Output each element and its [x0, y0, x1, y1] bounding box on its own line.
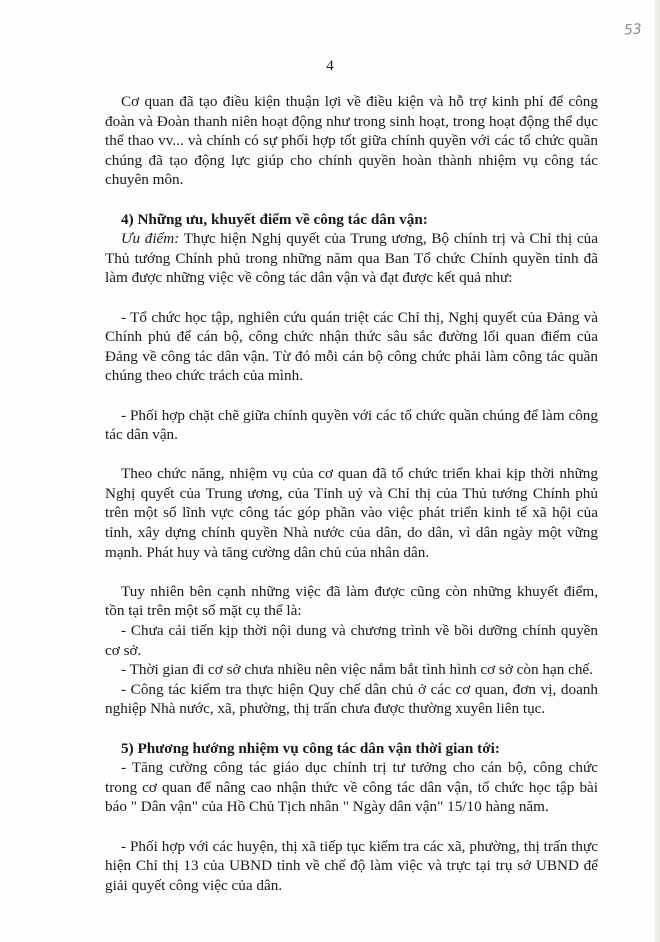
scan-edge-shadow	[654, 0, 660, 942]
handwritten-folio-number: 53	[623, 21, 643, 39]
advantages-text: Thực hiện Nghị quyết của Trung ương, Bộ chính trị và Chỉ thị của Thủ tướng Chính phủ trong những năm qua Ban Tổ chức Chính quyền tỉnh đã làm được những việc về công tác dân vận và đạt được kết quả như:	[105, 230, 598, 287]
paragraph-study-directives: - Tổ chức học tập, nghiên cứu quán triệt các Chỉ thị, Nghị quyết của Đảng và Chính phủ để cán bộ, công chức nhận thức sâu sắc đường lối quan điểm của Đảng về công tác dân vận. Từ đó mỗi cán bộ công chức phải làm công tác quần chúng theo chức trách của mình.	[105, 308, 598, 385]
page-number: 4	[326, 58, 334, 74]
paragraph-direction-2: - Phối hợp với các huyện, thị xã tiếp tục kiểm tra các xã, phường, thị trấn thực hiện Chỉ thị 13 của UBND tỉnh về chế độ làm việc và trực tại trụ sở UBND để giải quyết công việc của dân.	[105, 837, 598, 894]
paragraph-advantages	[105, 229, 598, 288]
paragraph-shortcoming-1: - Chưa cải tiến kịp thời nội dung và chương trình về bồi dưỡng chính quyền cơ sở.	[105, 622, 598, 659]
section-heading-5: 5) Phương hướng nhiệm vụ công tác dân vận thời gian tới:	[121, 739, 500, 757]
paragraph-direction-1: - Tăng cường công tác giáo dục chính trị tư tưởng cho cán bộ, công chức trong cơ quan để nâng cao nhận thức về công tác dân vận, tổ chức học tập bài báo " Dân vận" của Hồ Chủ Tịch nhân " Ngày dân vận" 15/10 hàng năm.	[105, 759, 598, 816]
paragraph-coordination: - Phối hợp chặt chẽ giữa chính quyền với các tổ chức quần chúng để làm công tác dân vận.	[105, 406, 598, 444]
paragraph-functions-tasks: Theo chức năng, nhiệm vụ của cơ quan đã tổ chức triển khai kịp thời những Nghị quyết của Trung ương, của Tỉnh uỷ và Chỉ thị của Thủ tướng Chính phủ trên một số lĩnh vực công tác góp phần vào việc phát triển kinh tế xã hội của tỉnh, xây dựng chính quyền Nhà nước của dân, do dân, vì dân ngày một vững mạnh. Phát huy và tăng cường dân chủ của nhân dân.	[105, 465, 598, 561]
paragraph-support-conditions: Cơ quan đã tạo điều kiện thuận lợi về điều kiện và hỗ trợ kinh phí để công đoàn và Đoàn thanh niên hoạt động như trong sinh hoạt, trong hoạt động thể dục thể thao vv... và chính có sự phối hợp tốt giữa chính quyền với các tổ chức quần chúng đã tạo động lực giúp cho chính quyền hoàn thành nhiệm vụ công tác chuyên môn.	[105, 93, 598, 189]
paragraph-shortcomings-intro: Tuy nhiên bên cạnh những việc đã làm được cũng còn những khuyết điểm, tồn tại trên một số mặt cụ thể là:	[105, 582, 598, 620]
paragraph-shortcoming-2: - Thời gian đi cơ sở chưa nhiều nên việc nắm bắt tình hình cơ sở còn hạn chế.	[121, 661, 593, 679]
advantages-label: Ưu điểm:	[121, 230, 180, 248]
section-heading-4: 4) Những ưu, khuyết điểm về công tác dân vận:	[121, 210, 428, 228]
document-body	[105, 92, 598, 895]
paragraph-shortcoming-3: - Công tác kiểm tra thực hiện Quy chế dân chủ ở các cơ quan, đơn vị, doanh nghiệp Nhà nước, xã, phường, thị trấn chưa được thường xuyên liên tục.	[105, 680, 598, 718]
